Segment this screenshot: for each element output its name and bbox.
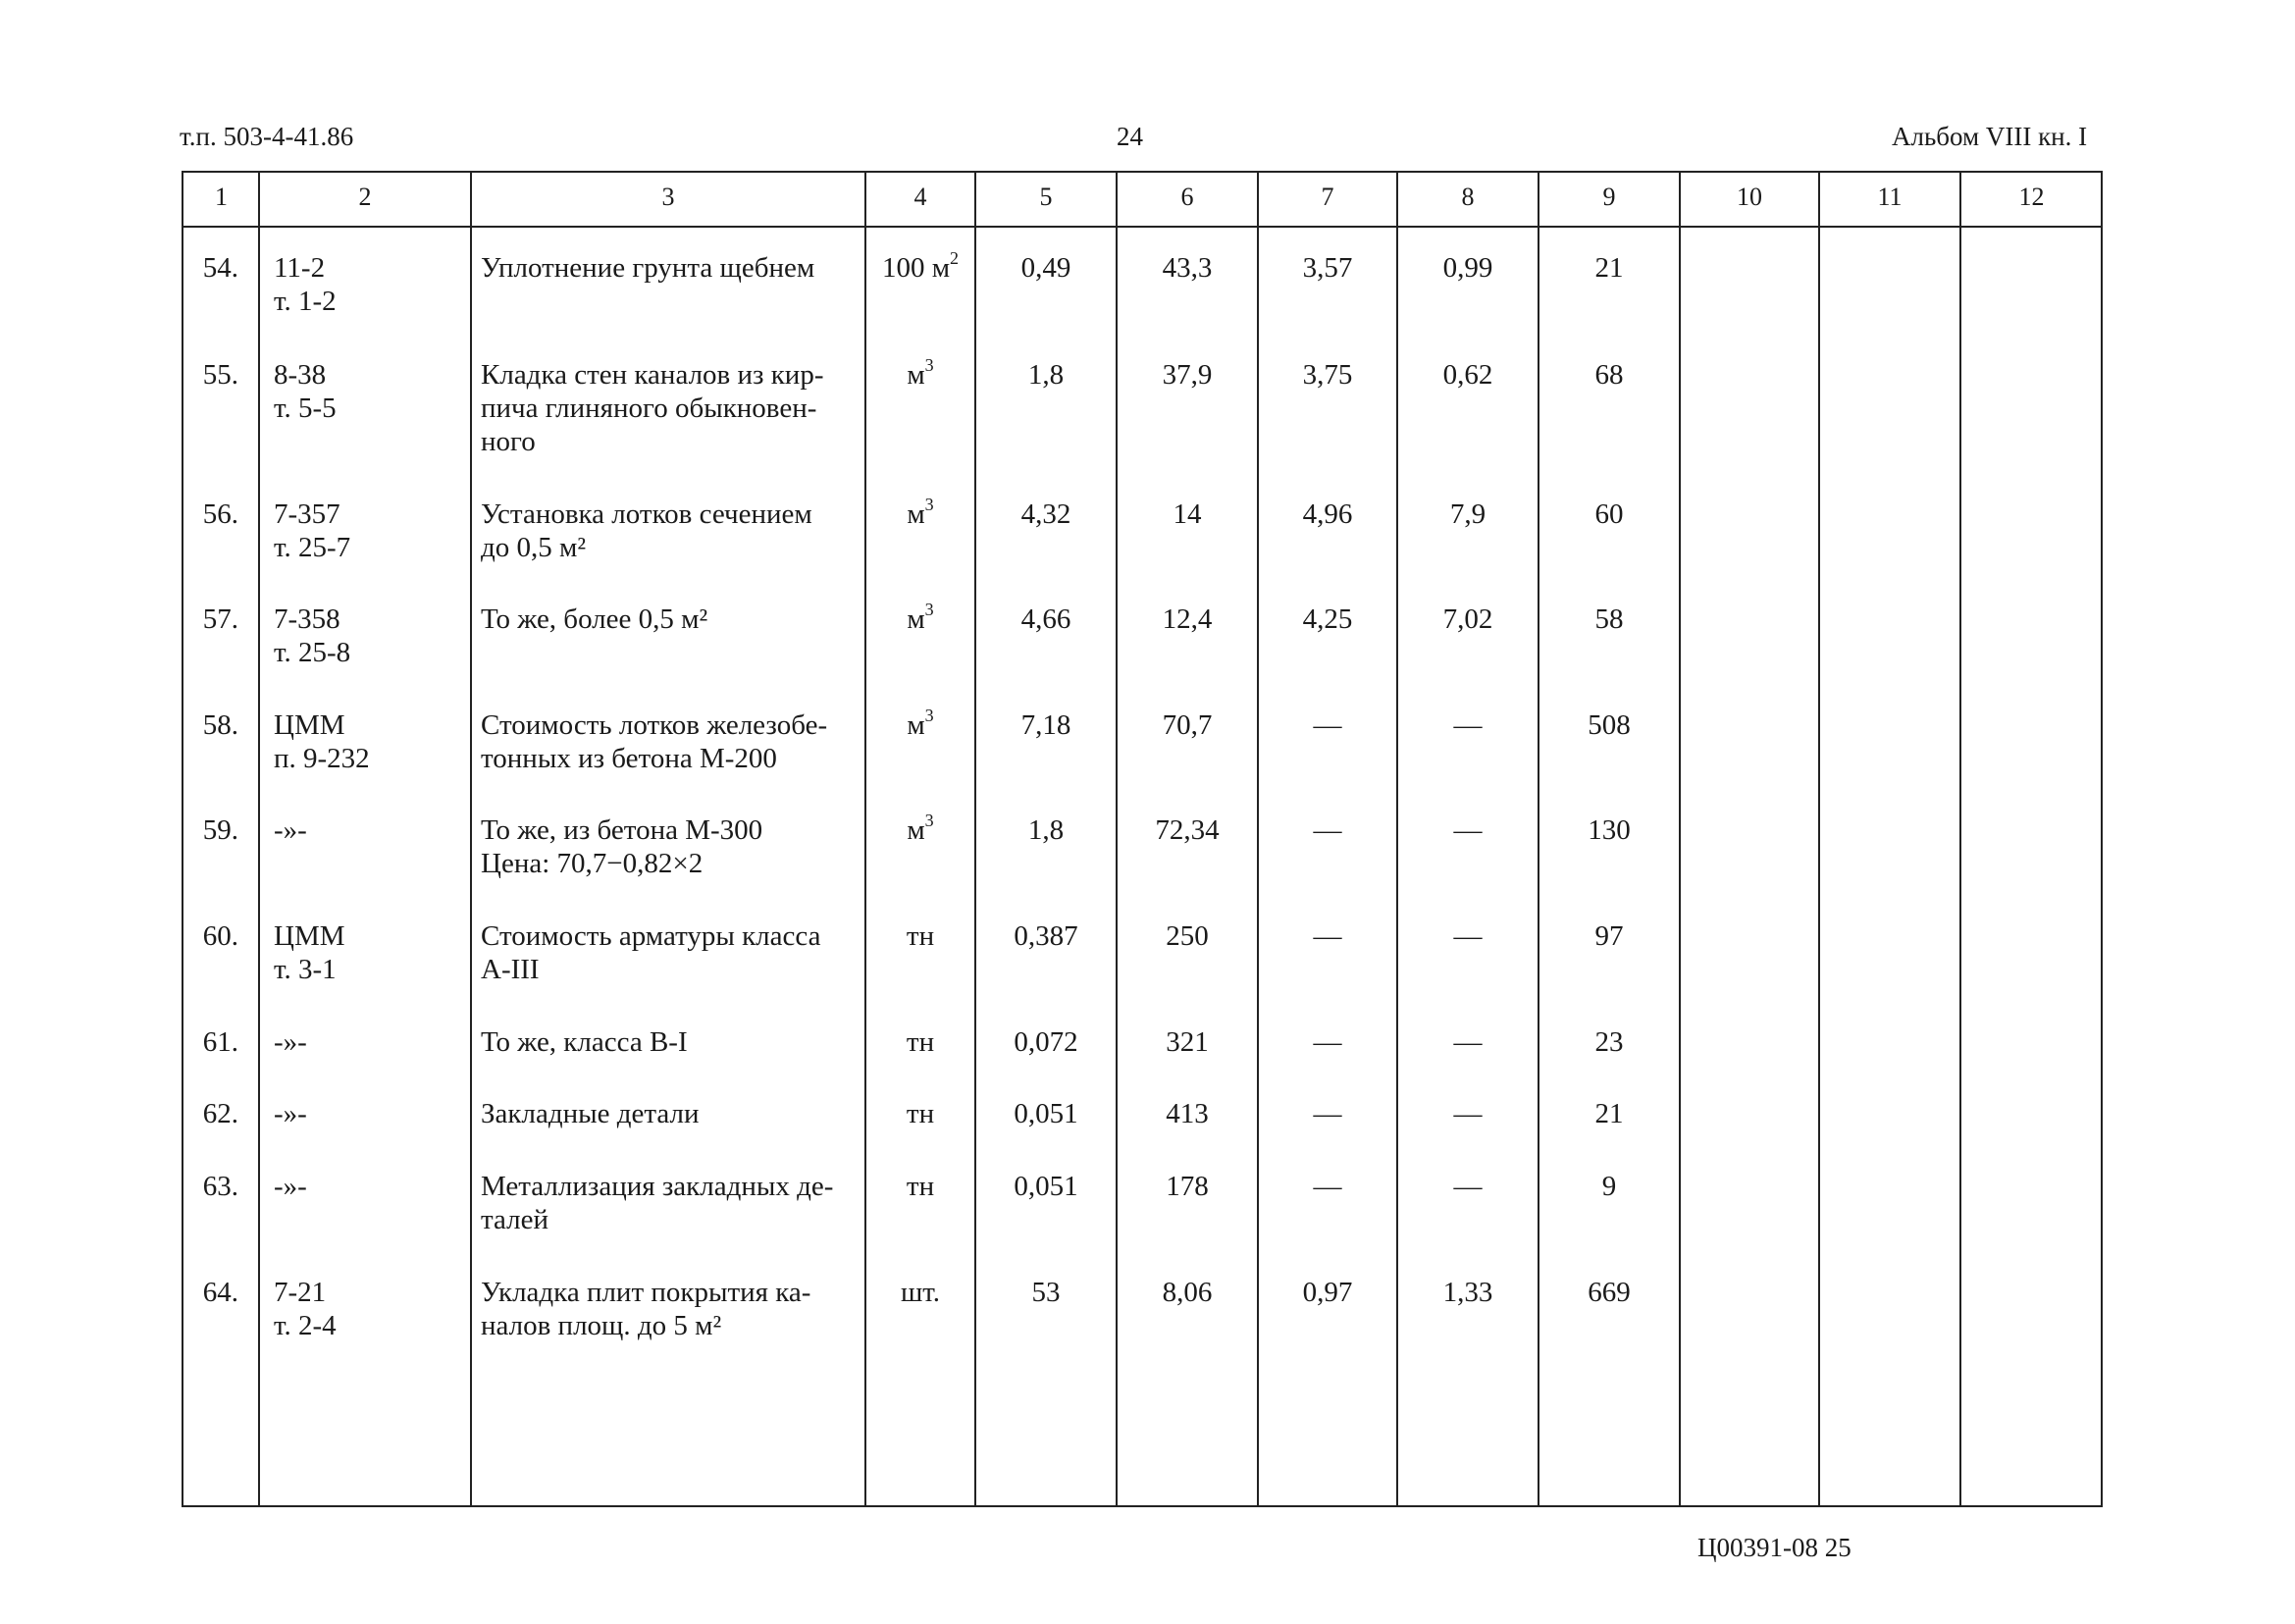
unit: тн <box>906 1026 935 1058</box>
row-number: 63. <box>202 1171 238 1202</box>
value-col-9: 58 <box>1594 603 1624 635</box>
work-description: Стоимость лотков железобе- тонных из бетона М-200 <box>481 709 828 774</box>
value-col-9: 68 <box>1594 359 1624 391</box>
value-col-5: 4,32 <box>1020 498 1071 530</box>
work-description: Уплотнение грунта щебнем <box>481 252 815 284</box>
value-col-6: 14 <box>1173 498 1202 530</box>
value-col-5: 0,051 <box>1014 1098 1078 1129</box>
row-number: 54. <box>202 252 238 284</box>
value-col-6: 413 <box>1166 1098 1209 1129</box>
value-col-6: 72,34 <box>1155 814 1220 846</box>
unit: $м^3$ <box>907 355 934 391</box>
work-description: То же, из бетона М-300 Цена: 70,7−0,82×2 <box>481 814 763 879</box>
value-col-9: 23 <box>1594 1026 1624 1058</box>
estimate-table <box>182 171 2103 1507</box>
row-number: 62. <box>202 1098 238 1129</box>
value-col-5: 7,18 <box>1020 709 1071 741</box>
norm-code: 11-2 т. 1-2 <box>274 252 337 317</box>
unit: шт. <box>900 1277 941 1308</box>
work-description: Металлизация закладных де- талей <box>481 1171 834 1235</box>
row-number: 56. <box>202 498 238 530</box>
value-col-7: 0,97 <box>1302 1277 1353 1308</box>
value-col-6: 8,06 <box>1162 1277 1213 1308</box>
album-label: Альбом VIII кн. I <box>1892 122 2088 151</box>
footer-code: Ц00391-08 25 <box>1697 1533 1852 1562</box>
document-code: т.п. 503-4-41.86 <box>180 122 354 151</box>
column-number-9: 9 <box>1602 183 1616 211</box>
page-number: 24 <box>1117 122 1143 151</box>
row-number: 64. <box>202 1277 238 1308</box>
column-number-2: 2 <box>358 183 372 211</box>
norm-code: -»- <box>274 1098 307 1129</box>
value-col-7: 3,75 <box>1302 359 1353 391</box>
column-number-7: 7 <box>1321 183 1334 211</box>
column-divider <box>1818 173 1820 1505</box>
value-col-5: 0,387 <box>1014 920 1078 952</box>
norm-code: 8-38 т. 5-5 <box>274 359 337 424</box>
work-description: Стоимость арматуры класса А-III <box>481 920 821 985</box>
value-col-7: — <box>1313 1098 1342 1129</box>
value-col-9: 9 <box>1601 1171 1617 1202</box>
value-col-8: — <box>1453 920 1483 952</box>
value-col-8: — <box>1453 814 1483 846</box>
value-col-6: 70,7 <box>1162 709 1213 741</box>
column-number-12: 12 <box>2018 183 2045 211</box>
row-number: 57. <box>202 603 238 635</box>
norm-code: -»- <box>274 1171 307 1202</box>
norm-code: -»- <box>274 1026 307 1058</box>
value-col-7: 3,57 <box>1302 252 1353 284</box>
value-col-8: 0,62 <box>1442 359 1493 391</box>
value-col-9: 60 <box>1594 498 1624 530</box>
value-col-6: 43,3 <box>1162 252 1213 284</box>
value-col-6: 321 <box>1166 1026 1209 1058</box>
work-description: Кладка стен каналов из кир- пича глиняного обыкновен- ного <box>481 359 824 457</box>
unit: 100 $м^2$ <box>881 248 960 284</box>
column-number-6: 6 <box>1180 183 1194 211</box>
column-divider <box>258 173 260 1505</box>
unit: $м^3$ <box>907 706 934 741</box>
value-col-5: 53 <box>1031 1277 1061 1308</box>
work-description: Укладка плит покрытия ка- налов площ. до 5 м² <box>481 1277 811 1341</box>
column-divider <box>470 173 472 1505</box>
norm-code: ЦММ п. 9-232 <box>274 709 370 774</box>
column-number-4: 4 <box>913 183 927 211</box>
value-col-5: 0,49 <box>1020 252 1071 284</box>
value-col-7: — <box>1313 709 1342 741</box>
value-col-5: 4,66 <box>1020 603 1071 635</box>
value-col-5: 1,8 <box>1027 814 1065 846</box>
norm-code: 7-358 т. 25-8 <box>274 603 351 668</box>
norm-code: 7-21 т. 2-4 <box>274 1277 337 1341</box>
row-number: 60. <box>202 920 238 952</box>
value-col-7: — <box>1313 1026 1342 1058</box>
norm-code: -»- <box>274 814 307 846</box>
value-col-8: 1,33 <box>1442 1277 1493 1308</box>
value-col-7: — <box>1313 920 1342 952</box>
value-col-7: 4,25 <box>1302 603 1353 635</box>
value-col-8: 7,02 <box>1442 603 1493 635</box>
value-col-9: 97 <box>1594 920 1624 952</box>
row-number: 59. <box>202 814 238 846</box>
unit: тн <box>906 1171 935 1202</box>
value-col-5: 1,8 <box>1027 359 1065 391</box>
value-col-8: — <box>1453 1026 1483 1058</box>
column-number-10: 10 <box>1737 183 1762 211</box>
unit: $м^3$ <box>907 811 934 846</box>
row-number: 55. <box>202 359 238 391</box>
row-number: 61. <box>202 1026 238 1058</box>
value-col-7: — <box>1313 814 1342 846</box>
work-description: То же, класса В-I <box>481 1026 688 1058</box>
value-col-9: 21 <box>1594 252 1624 284</box>
value-col-7: 4,96 <box>1302 498 1353 530</box>
unit: тн <box>906 920 935 952</box>
norm-code: ЦММ т. 3-1 <box>274 920 345 985</box>
column-number-8: 8 <box>1461 183 1475 211</box>
value-col-8: 0,99 <box>1442 252 1493 284</box>
column-number-11: 11 <box>1877 183 1903 211</box>
value-col-9: 508 <box>1588 709 1631 741</box>
value-col-8: — <box>1453 709 1483 741</box>
value-col-6: 37,9 <box>1162 359 1213 391</box>
value-col-6: 12,4 <box>1162 603 1213 635</box>
column-number-5: 5 <box>1039 183 1053 211</box>
value-col-9: 21 <box>1594 1098 1624 1129</box>
value-col-6: 250 <box>1166 920 1209 952</box>
work-description: Установка лотков сечением до 0,5 м² <box>481 498 812 563</box>
unit: $м^3$ <box>907 600 934 635</box>
value-col-5: 0,072 <box>1014 1026 1078 1058</box>
value-col-8: — <box>1453 1171 1483 1202</box>
value-col-9: 130 <box>1588 814 1631 846</box>
unit: $м^3$ <box>907 495 934 530</box>
norm-code: 7-357 т. 25-7 <box>274 498 351 563</box>
row-number: 58. <box>202 709 238 741</box>
value-col-7: — <box>1313 1171 1342 1202</box>
column-number-1: 1 <box>215 183 228 211</box>
column-divider <box>1959 173 1961 1505</box>
work-description: То же, более 0,5 м² <box>481 603 708 635</box>
column-number-3: 3 <box>661 183 675 211</box>
unit: тн <box>906 1098 935 1129</box>
value-col-6: 178 <box>1166 1171 1209 1202</box>
value-col-9: 669 <box>1588 1277 1631 1308</box>
value-col-5: 0,051 <box>1014 1171 1078 1202</box>
work-description: Закладные детали <box>481 1098 700 1129</box>
value-col-8: 7,9 <box>1449 498 1487 530</box>
value-col-8: — <box>1453 1098 1483 1129</box>
